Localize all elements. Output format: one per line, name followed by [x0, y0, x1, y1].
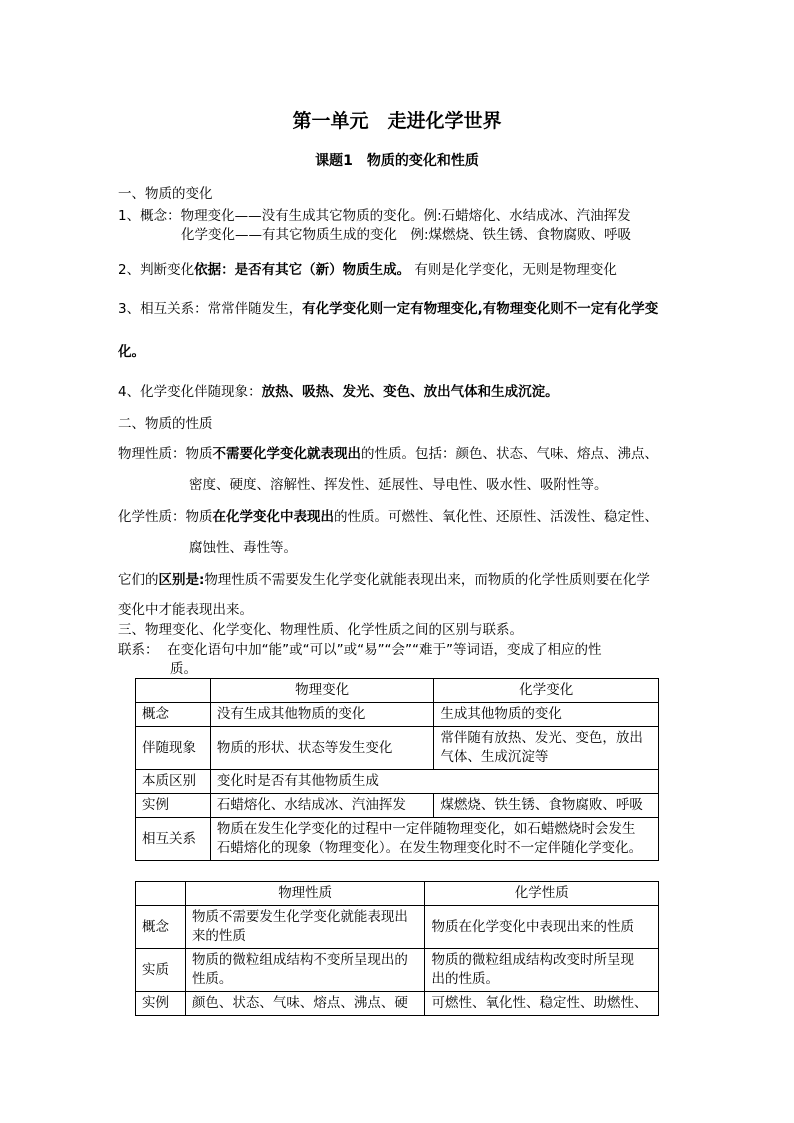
link-line-2: 质。: [170, 661, 197, 677]
table-cell: [136, 679, 211, 703]
difference-text-a: 它们的: [118, 572, 159, 588]
concept-prefix: 1、概念：: [118, 208, 181, 224]
difference-line-1: [118, 568, 650, 588]
table-row: [136, 770, 659, 794]
table-cell: 本质区别: [136, 770, 211, 794]
cell-line: 出的性质。: [431, 971, 499, 987]
table-cell: 实质: [136, 949, 186, 992]
chemical-property-bold: 在化学变化中表现出: [212, 509, 334, 525]
physical-property-line-2: 密度、硬度、溶解性、挥发性、延展性、导电性、吸水性、吸附性等。: [189, 477, 608, 493]
physical-property-text-a: 物质: [185, 446, 213, 462]
table-cell: 石蜡熔化、水结成冰、汽油挥发: [210, 794, 434, 818]
judge-prefix: 2、判断变化: [118, 262, 195, 278]
table-cell: 相互关系: [136, 818, 211, 861]
concept-physical: 物理变化——没有生成其它物质的变化。例:石蜡熔化、水结成冰、汽油挥发: [180, 208, 631, 224]
cell-line: 物质不需要发生化学变化就能表现出: [191, 909, 408, 925]
relation-line-1: [118, 297, 658, 317]
relation-bold: 有化学变化则一定有物理变化,有物理变化则不一定有化学变: [302, 301, 659, 317]
cell-line: 物质在发生化学变化的过程中一定伴随物理变化，如石蜡燃烧时会发生: [216, 821, 636, 837]
table-header: 化学性质: [425, 882, 659, 906]
table-cell: 变化时是否有其他物质生成: [210, 770, 658, 794]
table-cell: 实例: [136, 794, 211, 818]
link-text: 在变化语句中加“能”或“可以”或“易”“会”“难于”等词语，变成了相应的性: [167, 642, 602, 658]
judge-line: [118, 258, 617, 278]
difference-bold: 区别是:: [158, 572, 205, 588]
table-header: 物理性质: [185, 882, 425, 906]
physical-property-line-1: [118, 442, 658, 462]
link-label: 联系：: [118, 642, 159, 658]
table-cell: 物质的形状、状态等发生变化: [210, 727, 434, 770]
table-header: 化学变化: [434, 679, 659, 703]
table-cell: [210, 818, 658, 861]
table-cell: 可燃性、氧化性、稳定性、助燃性、: [425, 992, 659, 1016]
table-row: [136, 992, 659, 1016]
phenomena-list: 放热、吸热、发光、变色、放出气体和生成沉淀。: [261, 384, 559, 400]
chemical-property-line-2: 腐蚀性、毒性等。: [189, 540, 297, 556]
table-cell: [185, 949, 425, 992]
table-row: [136, 679, 659, 703]
table-cell: [425, 949, 659, 992]
table-row: [136, 703, 659, 727]
cell-line: 物质的微粒组成结构改变时所呈现: [431, 952, 634, 968]
table-cell: 颜色、状态、气味、熔点、沸点、硬: [185, 992, 425, 1016]
table-cell: 没有生成其他物质的变化: [210, 703, 434, 727]
page-title: 第一单元 走进化学世界: [292, 110, 502, 132]
phenomena-line: [118, 380, 559, 400]
difference-text-b: 物理性质不需要发生化学变化就能表现出来，而物质的化学性质则要在化学: [204, 572, 650, 588]
change-comparison-table: [135, 678, 659, 861]
table-cell: 概念: [136, 906, 186, 949]
phenomena-prefix: 4、化学变化伴随现象：: [118, 384, 262, 400]
physical-property-label: 物理性质：: [118, 446, 186, 462]
section-heading-properties: 二、物质的性质: [118, 416, 213, 432]
cell-line: 性质。: [191, 971, 233, 987]
concept-line-1: [118, 204, 631, 224]
concept-chemical: 化学变化——有其它物质生成的变化 例:煤燃烧、铁生锈、食物腐败、呼吸: [181, 227, 632, 243]
table-cell: 煤燃烧、铁生锈、食物腐败、呼吸: [434, 794, 659, 818]
table-row: [136, 727, 659, 770]
relation-prefix: 3、相互关系：常常伴随发生，: [118, 301, 303, 317]
chemical-property-text-b: 的性质。可燃性、氧化性、还原性、活泼性、稳定性、: [334, 509, 658, 525]
table-cell: 物质在化学变化中表现出来的性质: [425, 906, 659, 949]
judge-rest: 有则是化学变化，无则是物理变化: [414, 262, 617, 278]
table-cell: 生成其他物质的变化: [434, 703, 659, 727]
table-row: [136, 794, 659, 818]
judge-basis: 依据：是否有其它（新）物质生成。: [194, 262, 411, 278]
section-heading-changes: 一、物质的变化: [118, 186, 213, 202]
cell-line: 气体、生成沉淀等: [440, 749, 549, 765]
table-cell: 伴随现象: [136, 727, 211, 770]
cell-line: 石蜡熔化的现象（物理变化）。在发生物理变化时不一定伴随化学变化。: [216, 840, 643, 856]
chemical-property-line-1: [118, 505, 658, 525]
table-header: 物理变化: [210, 679, 434, 703]
table-cell: 概念: [136, 703, 211, 727]
cell-line: 物质的微粒组成结构不变所呈现出的: [191, 952, 408, 968]
relation-bold-end: 化。: [118, 344, 145, 360]
table-cell: [434, 727, 659, 770]
relation-line-2: [118, 340, 145, 360]
table-row: [136, 949, 659, 992]
difference-line-2: 变化中才能表现出来。: [118, 602, 253, 618]
table-cell: [136, 882, 186, 906]
table-row: [136, 906, 659, 949]
cell-line: 来的性质: [191, 928, 246, 944]
chemical-property-label: 化学性质：: [118, 509, 186, 525]
table-row: [136, 818, 659, 861]
physical-property-bold: 不需要化学变化就表现出: [212, 446, 361, 462]
section-heading-relations: 三、物理变化、化学变化、物理性质、化学性质之间的区别与联系。: [118, 622, 523, 638]
table-cell: [185, 906, 425, 949]
lesson-subtitle: 课题1 物质的变化和性质: [315, 153, 479, 169]
cell-line: 常伴随有放热、发光、变色，放出: [440, 730, 643, 746]
link-line-1: [118, 638, 602, 658]
property-comparison-table: [135, 881, 659, 1016]
table-row: [136, 882, 659, 906]
chemical-property-text-a: 物质: [185, 509, 213, 525]
table-cell: 实例: [136, 992, 186, 1016]
physical-property-text-b: 的性质。包括：颜色、状态、气味、熔点、沸点、: [361, 446, 658, 462]
